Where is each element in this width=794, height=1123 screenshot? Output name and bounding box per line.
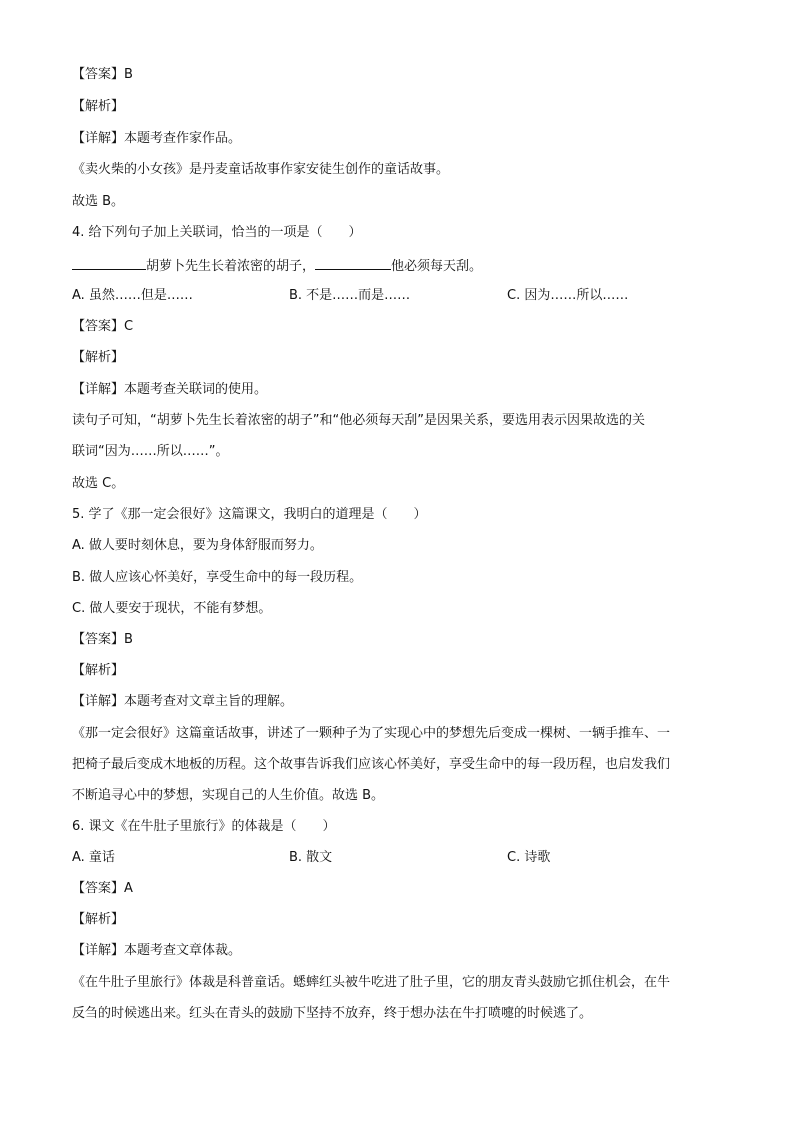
question-6-stem: 6. 课文《在牛肚子里旅行》的体裁是（ ） [72, 819, 336, 834]
option-b: B. 不是……而是…… [289, 288, 411, 303]
detail-text: 【详解】本题考查关联词的使用。 [72, 382, 268, 397]
question-5-stem: 5. 学了《那一定会很好》这篇课文，我明白的道理是（ ） [72, 507, 427, 522]
explanation-text: 《那一定会很好》这篇童话故事，讲述了一颗种子为了实现心中的梦想先后变成一棵树、一辆手推车、一 [72, 726, 671, 741]
analysis-label: 【解析】 [72, 99, 125, 114]
analysis-label: 【解析】 [72, 350, 125, 365]
option-a: A. 虽然……但是…… [72, 288, 193, 303]
explanation-text: 《在牛肚子里旅行》体裁是科普童话。蟋蟀红头被牛吃进了肚子里，它的朋友青头鼓励它抓住机会，在牛 [72, 975, 671, 990]
fill-blank-1 [72, 255, 146, 270]
question-4-sentence [72, 255, 482, 277]
analysis-label: 【解析】 [72, 912, 125, 927]
option-a: A. 童话 [72, 850, 115, 865]
option-c: C. 诗歌 [507, 850, 551, 865]
answer-label: 【答案】B [72, 67, 133, 82]
question-4-stem: 4. 给下列句子加上关联词，恰当的一项是（ ） [72, 225, 362, 240]
explanation-text: 读句子可知，“胡萝卜先生长着浓密的胡子”和“他必须每天刮”是因果关系，要选用表示因果故选的关 [72, 413, 645, 428]
explanation-text: 把椅子最后变成木地板的历程。这个故事告诉我们应该心怀美好，享受生命中的每一段历程，也启发我们 [72, 757, 671, 772]
conclusion-text: 故选 C。 [72, 476, 125, 491]
answer-label: 【答案】B [72, 632, 133, 647]
explanation-text: 不断追寻心中的梦想，实现自己的人生价值。故选 B。 [72, 788, 385, 803]
option-c: C. 因为……所以…… [507, 288, 629, 303]
fill-blank-2 [315, 255, 391, 270]
detail-text: 【详解】本题考查作家作品。 [72, 131, 242, 146]
option-c: C. 做人要安于现状，不能有梦想。 [72, 601, 272, 616]
analysis-label: 【解析】 [72, 663, 125, 678]
option-a: A. 做人要时刻休息，要为身体舒服而努力。 [72, 538, 323, 553]
detail-text: 【详解】本题考查文章体裁。 [72, 943, 242, 958]
answer-label: 【答案】C [72, 319, 134, 334]
explanation-text: 《卖火柴的小女孩》是丹麦童话故事作家安徒生创作的童话故事。 [72, 162, 450, 177]
detail-text: 【详解】本题考查对文章主旨的理解。 [72, 694, 294, 709]
sentence-part-2: 他必须每天刮。 [391, 259, 483, 274]
explanation-text: 反刍的时候逃出来。红头在青头的鼓励下坚持不放弃，终于想办法在牛打喷嚏的时候逃了。 [72, 1006, 593, 1021]
option-b: B. 散文 [289, 850, 333, 865]
conclusion-text: 故选 B。 [72, 194, 125, 209]
answer-label: 【答案】A [72, 881, 133, 896]
option-b: B. 做人应该心怀美好，享受生命中的每一段历程。 [72, 570, 363, 585]
sentence-part-1: 胡萝卜先生长着浓密的胡子， [146, 259, 316, 274]
explanation-text: 联词“因为……所以……”。 [72, 444, 229, 459]
